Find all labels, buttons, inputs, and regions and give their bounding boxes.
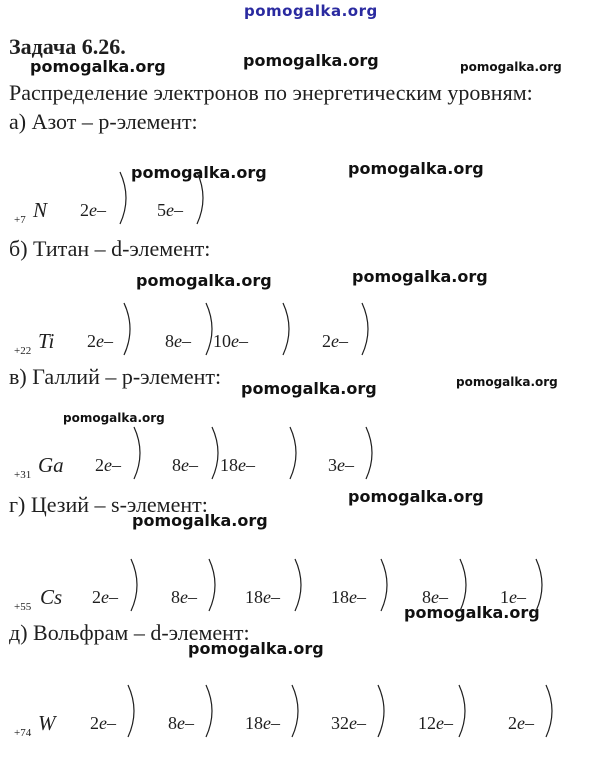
shell-electron-count [328, 455, 354, 476]
shell-count-value: 2 [92, 587, 101, 607]
nuclear-charge: +74 [14, 727, 32, 739]
shell-arc-line [546, 685, 552, 737]
shell-count-value: 5 [157, 200, 166, 220]
shell-electron-count [90, 713, 116, 734]
shell-dash: – [439, 587, 448, 607]
shell-arc [204, 683, 218, 739]
shell-count-value: 8 [165, 331, 174, 351]
element-symbol: Ga [38, 453, 64, 477]
electron-symbol: e [509, 587, 517, 607]
shell-dash: – [517, 587, 526, 607]
shell-arc [122, 301, 136, 357]
shell-count-value: 2 [80, 200, 89, 220]
shell-electron-count [165, 331, 191, 352]
electron-symbol: e [436, 713, 444, 733]
intro-text: Распределение электронов по энергетическим уровням: [9, 80, 533, 105]
electron-symbol: e [263, 587, 271, 607]
shell-arc-line [459, 685, 465, 737]
shell-arc-line [292, 685, 298, 737]
shell-arc-line [120, 172, 126, 224]
shell-arc-line [131, 559, 137, 611]
watermark: pomogalka.org [63, 411, 165, 425]
shell-arc [376, 683, 390, 739]
shell-arc [290, 683, 304, 739]
shell-arc-line [124, 303, 130, 355]
shell-dash: – [97, 200, 106, 220]
shell-count-value: 2 [90, 713, 99, 733]
shell-electron-count [322, 331, 348, 352]
watermark: pomogalka.org [132, 511, 268, 530]
electron-symbol: e [231, 331, 239, 351]
electron-symbol: e [181, 455, 189, 475]
watermark: pomogalka.org [136, 271, 272, 290]
element-symbol: W [38, 711, 56, 735]
shell-count-value: 18 [331, 587, 349, 607]
shell-dash: – [185, 713, 194, 733]
shell-count-value: 12 [418, 713, 436, 733]
shell-electron-count [95, 455, 121, 476]
shell-electron-count [422, 587, 448, 608]
shell-dash: – [239, 331, 248, 351]
shell-arc [118, 170, 132, 226]
shell-dash: – [104, 331, 113, 351]
shell-arc [379, 557, 393, 613]
electron-symbol: e [349, 587, 357, 607]
electron-symbol: e [101, 587, 109, 607]
shell-arc-line [283, 303, 289, 355]
element-label-gallium: в) Галлий – р-элемент: [9, 364, 222, 389]
electron-symbol: e [263, 713, 271, 733]
electron-symbol: e [331, 331, 339, 351]
shell-count-value: 18 [245, 587, 263, 607]
electron-symbol: e [99, 713, 107, 733]
shell-electron-count [172, 455, 198, 476]
shell-arc-line [362, 303, 368, 355]
element-symbol: Ti [38, 329, 55, 353]
shell-arc [364, 425, 378, 481]
shell-electron-count [92, 587, 118, 608]
shell-arc-line [212, 427, 218, 479]
shell-dash: – [109, 587, 118, 607]
shell-electron-count [213, 331, 248, 352]
shell-arc-line [206, 303, 212, 355]
watermark: pomogalka.org [131, 163, 267, 182]
watermark: pomogalka.org [348, 487, 484, 506]
electron-symbol: e [104, 455, 112, 475]
shell-arc-line [366, 427, 372, 479]
electron-symbol: e [517, 713, 525, 733]
shell-dash: – [271, 587, 280, 607]
watermark: pomogalka.org [188, 639, 324, 658]
shell-arc-line [460, 559, 466, 611]
shell-count-value: 18 [220, 455, 238, 475]
shell-dash: – [357, 587, 366, 607]
shell-count-value: 2 [87, 331, 96, 351]
watermark-top[interactable]: pomogalka.org [244, 2, 378, 20]
shell-electron-count [80, 200, 106, 221]
shell-arc [195, 170, 209, 226]
task-title: Задача 6.26. [9, 34, 126, 59]
shell-count-value: 8 [172, 455, 181, 475]
shell-electron-count [157, 200, 183, 221]
shell-dash: – [112, 455, 121, 475]
electron-symbol: e [337, 455, 345, 475]
shell-dash: – [246, 455, 255, 475]
watermark: pomogalka.org [456, 375, 558, 389]
element-label-nitrogen: а) Азот – р-элемент: [9, 109, 198, 134]
shell-count-value: 3 [328, 455, 337, 475]
electron-symbol: e [177, 713, 185, 733]
shell-arc-line [290, 427, 296, 479]
electron-symbol: e [238, 455, 246, 475]
electron-symbol: e [89, 200, 97, 220]
nuclear-charge: +22 [14, 345, 32, 357]
shell-arc [360, 301, 374, 357]
shell-count-value: 1 [500, 587, 509, 607]
shell-arc-line [134, 427, 140, 479]
shell-arc [281, 301, 295, 357]
shell-electron-count [418, 713, 453, 734]
shell-count-value: 10 [213, 331, 231, 351]
shell-dash: – [444, 713, 453, 733]
shell-count-value: 2 [508, 713, 517, 733]
shell-dash: – [107, 713, 116, 733]
element-symbol: N [33, 198, 48, 222]
shell-electron-count [171, 587, 197, 608]
electron-symbol: e [431, 587, 439, 607]
shell-arc-line [536, 559, 542, 611]
shell-count-value: 18 [245, 713, 263, 733]
watermark: pomogalka.org [348, 159, 484, 178]
watermark: pomogalka.org [243, 51, 379, 70]
shell-arc-line [209, 559, 215, 611]
shell-arc-line [128, 685, 134, 737]
shell-electron-count [508, 713, 534, 734]
watermark: pomogalka.org [352, 267, 488, 286]
shell-arc [129, 557, 143, 613]
shell-dash: – [188, 587, 197, 607]
electron-symbol: e [174, 331, 182, 351]
electron-symbol: e [166, 200, 174, 220]
shell-arc [207, 557, 221, 613]
element-label-titanium: б) Титан – d-элемент: [9, 236, 211, 261]
shell-electron-count [87, 331, 113, 352]
shell-dash: – [189, 455, 198, 475]
electron-symbol: e [349, 713, 357, 733]
element-label-tungsten: д) Вольфрам – d-элемент: [9, 620, 250, 645]
watermark: pomogalka.org [30, 57, 166, 76]
shell-dash: – [271, 713, 280, 733]
shell-arc [458, 557, 472, 613]
watermark: pomogalka.org [404, 603, 540, 622]
shell-electron-count [245, 713, 280, 734]
shell-count-value: 8 [171, 587, 180, 607]
shell-count-value: 8 [168, 713, 177, 733]
shell-arc-line [381, 559, 387, 611]
shell-arc [457, 683, 471, 739]
watermark: pomogalka.org [241, 379, 377, 398]
shell-electron-count [331, 713, 366, 734]
element-label-cesium: г) Цезий – s-элемент: [9, 492, 208, 517]
shell-dash: – [345, 455, 354, 475]
electron-symbol: e [180, 587, 188, 607]
shell-electron-count [168, 713, 194, 734]
shell-dash: – [357, 713, 366, 733]
shell-dash: – [525, 713, 534, 733]
shell-arc-line [295, 559, 301, 611]
shell-dash: – [174, 200, 183, 220]
shell-count-value: 2 [95, 455, 104, 475]
shell-arc-line [206, 685, 212, 737]
shell-arc [544, 683, 558, 739]
shell-arc-line [197, 172, 203, 224]
nuclear-charge: +31 [14, 469, 32, 481]
nuclear-charge: +55 [14, 601, 32, 613]
electron-symbol: e [96, 331, 104, 351]
shell-electron-count [500, 587, 526, 608]
shell-electron-count [245, 587, 280, 608]
shell-dash: – [339, 331, 348, 351]
nuclear-charge: +7 [14, 214, 26, 226]
shell-arc-line [378, 685, 384, 737]
shell-electron-count [331, 587, 366, 608]
shell-arc [534, 557, 548, 613]
shell-arc [293, 557, 307, 613]
shell-count-value: 32 [331, 713, 349, 733]
shell-arc [132, 425, 146, 481]
shell-arc [126, 683, 140, 739]
shell-dash: – [182, 331, 191, 351]
shell-count-value: 2 [322, 331, 331, 351]
shell-electron-count [220, 455, 255, 476]
shell-arc [288, 425, 302, 481]
element-symbol: Cs [40, 585, 63, 609]
shell-count-value: 8 [422, 587, 431, 607]
watermark: pomogalka.org [460, 60, 562, 74]
